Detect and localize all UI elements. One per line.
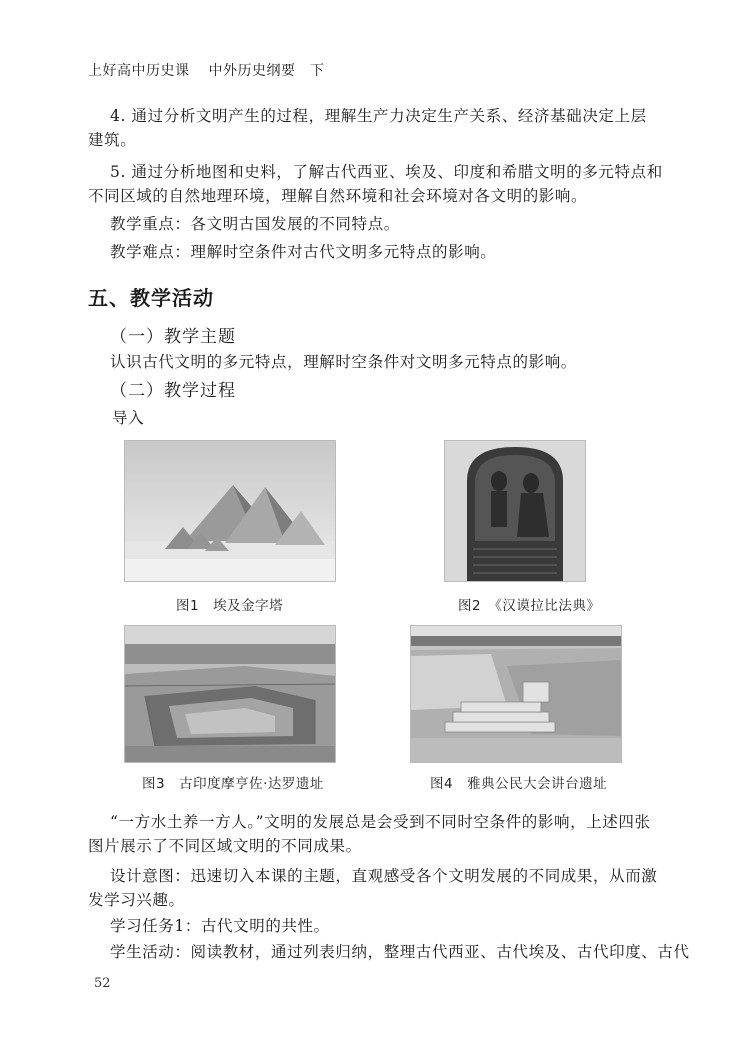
- header-book: 中外历史纲要 下: [208, 63, 325, 79]
- difficulty: 教学难点：理解时空条件对古代文明多元特点的影响。: [110, 243, 497, 261]
- quote-line1: “一方水土养一方人。”文明的发展总是会受到不同时空条件的影响，上述四张: [110, 813, 651, 831]
- goal-4-line1: 4. 通过分析文明产生的过程，理解生产力决定生产关系、经济基础决定上层: [110, 107, 647, 125]
- student-activity: 学生活动：阅读教材，通过列表归纳，整理古代西亚、古代埃及、古代印度、古代: [110, 943, 690, 961]
- figure-4-caption: 图4 雅典公民大会讲台遗址: [430, 776, 608, 792]
- ruins-photo: [124, 625, 336, 763]
- goal-4-line2: 建筑。: [88, 131, 137, 149]
- goal-5-line1: 5. 通过分析地图和史料，了解古代西亚、埃及、印度和希腊文明的多元特点和: [110, 163, 663, 181]
- theme-text: 认识古代文明的多元特点，理解时空条件对文明多元特点的影响。: [110, 353, 577, 371]
- quote-line2: 图片展示了不同区域文明的不同成果。: [88, 837, 362, 855]
- page-number: 52: [94, 976, 111, 991]
- design-line2: 发学习兴趣。: [88, 891, 185, 909]
- figure-2-caption: 图2 《汉谟拉比法典》: [458, 598, 601, 614]
- figure-1-caption: 图1 埃及金字塔: [176, 598, 284, 614]
- intro-label: 导入: [112, 409, 145, 427]
- theme-heading: （一）教学主题: [110, 327, 236, 347]
- stele-photo: [444, 440, 586, 582]
- goal-5-line2: 不同区域的自然地理环境，理解自然环境和社会环境对各文明的影响。: [88, 187, 588, 205]
- running-header: [88, 60, 338, 80]
- design-line1: 设计意图：迅速切入本课的主题，直观感受各个文明发展的不同成果，从而激: [110, 867, 658, 885]
- section-title: 五、教学活动: [88, 286, 214, 310]
- figure-3-caption: 图3 古印度摩亨佐·达罗遗址: [142, 776, 324, 792]
- header-course: 上好高中历史课: [88, 63, 190, 79]
- pyramids-photo: [124, 440, 336, 582]
- task-1: 学习任务1：古代文明的共性。: [110, 917, 330, 935]
- pnyx-photo: [410, 625, 622, 763]
- key-point: 教学重点：各文明古国发展的不同特点。: [110, 215, 400, 233]
- process-heading: （二）教学过程: [110, 381, 236, 401]
